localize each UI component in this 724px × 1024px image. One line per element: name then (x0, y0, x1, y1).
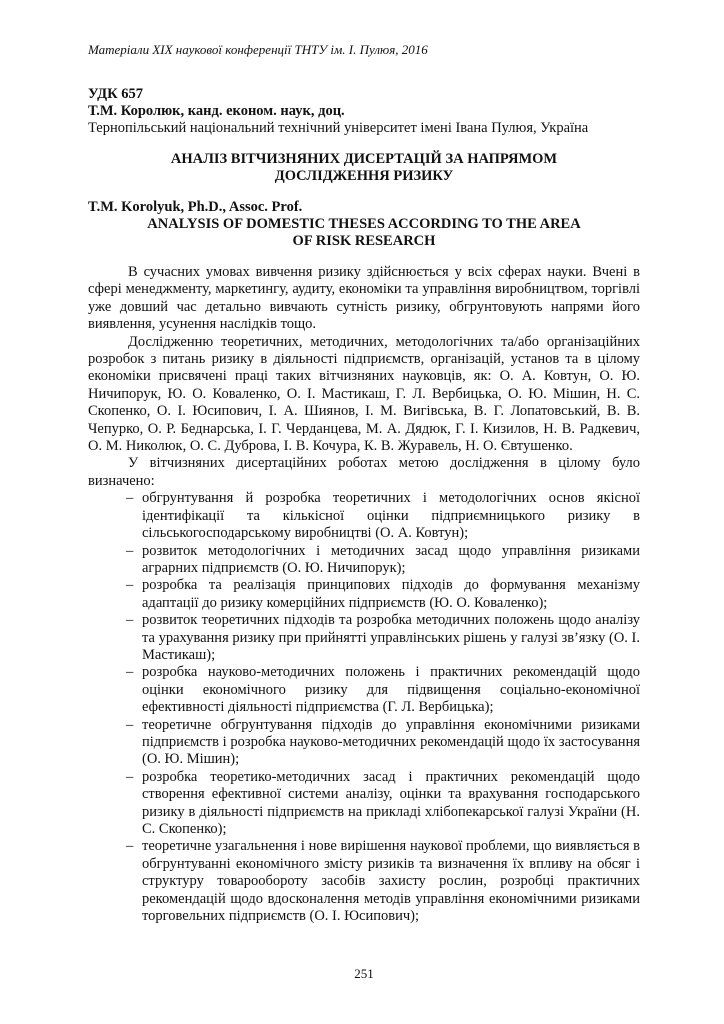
list-item-text: обгрунтування й розробка теоретичних і методологічних основ якісної ідентифікації та кількісної оцінки підприємницького ризику в сільськогосподарському виробництві (О. А. Ковтун); (142, 490, 640, 542)
title-english (88, 216, 640, 250)
list-item (126, 577, 640, 612)
list-item-text: розвиток теоретичних підходів та розробка методичних положень щодо аналізу та урахування ризику при прийнятті управлінських рішень у галузі зв’язку (О. І. Мастикаш); (142, 612, 641, 663)
affiliation: Тернопільський національний технічний університет імені Івана Пулюя, Україна (88, 120, 589, 136)
list-item (126, 612, 641, 664)
title-en-line-2: OF RISK RESEARCH (292, 233, 436, 249)
paragraph-researchers: Дослідженню теоретичних, методичних, методологічних та/або організаційних розробок з питань ризику в діяльності підприємств, організацій, установ та в цілому економіки присвячені праці таких вітчизняних науковців, як: О. А. Ковтун, О. Ю. Ничипорук, Ю. О. Коваленко, О. І. Мастикаш, Г. Л. Вербицька, О. Ю. Мішин, Н. С. Скопенко, О. І. Юсипович, І. А. Шиянов, І. М. Вигівська, В. Г. Лопатовський, В. В. Чепурко, О. Р. Беднарська, І. Г. Черданцева, М. А. Дядюк, Г. І. Кизилов, Н. В. Радкевич, О. М. Николюк, О. С. Дуброва, І. В. Кочура, К. В. Журавель, Н. О. Євтушенко. (88, 333, 640, 455)
dash-bullet: – (126, 664, 134, 681)
title-en-line-1: ANALYSIS OF DOMESTIC THESES ACCORDING TO THE AREA (147, 216, 581, 232)
header-divider (88, 62, 640, 63)
paragraph-goals-intro: У вітчизняних дисертаційних роботах метою дослідження в цілому було визначено: (88, 455, 640, 489)
dash-bullet: – (126, 612, 134, 629)
author-english: T.M. Korolyuk, Ph.D., Assoc. Prof. (88, 199, 303, 215)
list-item (126, 838, 640, 925)
list-item-text: розробка теоретико-методичних засад і практичних рекомендацій щодо створення ефективної системи аналізу, оцінки та врахування господарського ризику в діяльності підприємств на прикладі хлібопекарської галузі України (Н. С. Скопенко); (142, 768, 640, 837)
dash-bullet: – (126, 838, 134, 855)
author-ua: Т.М. Королюк, канд. економ. наук, доц. (88, 103, 345, 119)
running-header: Матеріали XIX наукової конференції ТНТУ ім. І. Пулюя, 2016 (88, 42, 428, 57)
dash-bullet: – (126, 542, 134, 559)
dash-bullet: – (126, 768, 134, 785)
title-ukrainian (88, 151, 640, 185)
article-meta (88, 86, 640, 137)
dash-bullet: – (126, 577, 134, 594)
list-item-text: розробка та реалізація принципових підходів до формування механізму адаптації до ризику комерційних підприємств (Ю. О. Коваленко); (142, 577, 640, 611)
goals-list (88, 490, 640, 925)
list-item (126, 716, 640, 769)
list-item (126, 542, 640, 578)
udc-code: УДК 657 (88, 86, 144, 102)
page-number: 251 (354, 966, 374, 981)
paragraph-intro: В сучасних умовах вивчення ризику здійснюється у всіх сферах науки. Вчені в сфері менеджменту, маркетингу, аудиту, економіки та управління виробництвом, торгівлі уже довший час детально вивчають сутність ризику, обгрунтовують напрями його виявлення, усунення наслідків тощо. (88, 264, 640, 333)
dash-bullet: – (126, 490, 134, 507)
list-item-text: розвиток методологічних і методичних засад щодо управління ризиками аграрних підприємств (О. Ю. Ничипорук); (142, 542, 640, 576)
title-ua-line-2: ДОСЛІДЖЕННЯ РИЗИКУ (274, 168, 454, 184)
dash-bullet: – (126, 716, 134, 733)
list-item-text: теоретичне узагальнення і нове вирішення наукової проблеми, що виявляється в обгрунтуванні економічного змісту ризиків та визначення їх впливу на обсяг і структуру товарообороту засобів захисту рослин, розробці практичних рекомендацій щодо вдосконалення методів управління економічними ризиками торговельних підприємств (О. І. Юсипович); (142, 838, 640, 925)
list-item-text: теоретичне обгрунтування підходів до управління економічними ризиками підприємств і розробка науково-методичних рекомендацій щодо їх застосування (О. Ю. Мішин); (142, 716, 640, 768)
list-item (126, 664, 640, 716)
list-item (126, 490, 640, 542)
title-ua-line-1: АНАЛІЗ ВІТЧИЗНЯНИХ ДИСЕРТАЦІЙ ЗА НАПРЯМОМ (170, 151, 558, 167)
list-item-text: розробка науково-методичних положень і практичних рекомендацій щодо оцінки економічного ризику для підвищення соціально-економічної ефективності діяльності підприємства (Г. Л. Вербицька); (142, 664, 640, 716)
list-item (126, 768, 640, 839)
document-page (88, 0, 640, 1024)
article-body (88, 264, 640, 925)
